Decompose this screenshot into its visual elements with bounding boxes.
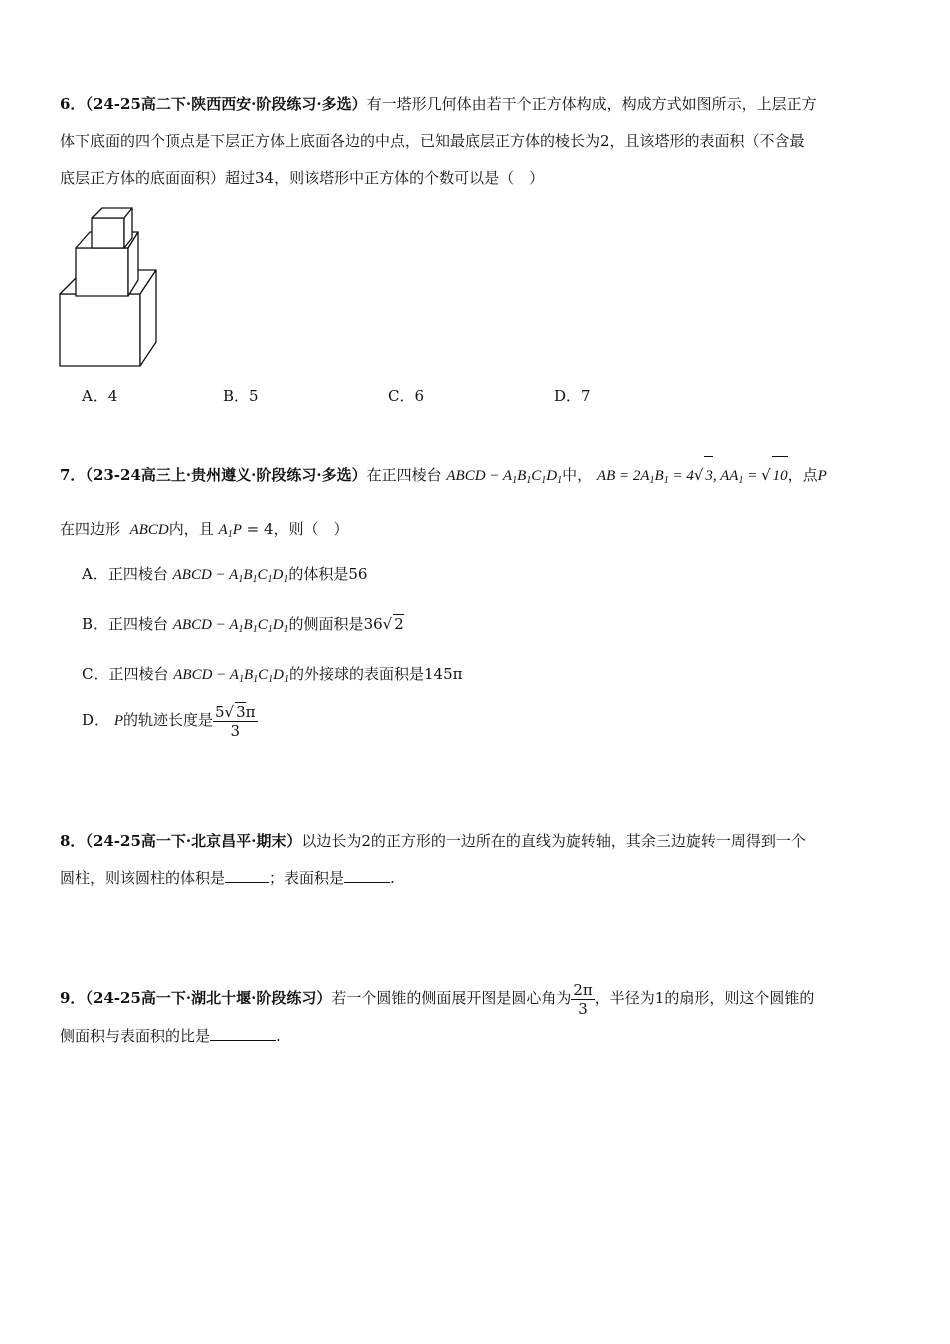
question-8-source: （24-25高一下·北京昌平·期末） [85,832,302,850]
q6-option-b: B．5 [223,387,259,405]
question-6 [60,86,892,197]
q9-text: ，半径为1的扇形，则这个圆锥的 [594,989,815,1007]
tower-figure [56,204,164,372]
q7-text: 中， [562,466,593,484]
q7-text: 在正四棱台 [366,466,442,484]
q7-option-a: A．正四棱台 ABCD − $A_1B_1C_1D_1$的体积是56 [82,565,368,585]
cube-middle-front [76,248,128,296]
question-8-line-2: 圆柱，则该圆柱的体积是 ；表面积是 . [60,869,395,887]
q6-option-c: C．6 [388,387,425,405]
question-7-source: （23-24高三上·贵州遵义·阶段练习·多选） [85,466,367,484]
question-8 [60,823,892,897]
question-9 [60,978,892,1055]
q8-text: 以边长为2的正方形的一边所在的直线为旋转轴，其余三边旋转一周得到一个 [301,832,806,850]
point-p: P [817,468,827,484]
cube-top-front [92,218,124,248]
q7-text: ，点 [787,466,818,484]
question-6-source: （24-25高二下·陕西西安·阶段练习·多选） [85,95,367,113]
q6-option-a: A．4 [82,387,118,405]
question-9-source: （24-25高一下·湖北十堰·阶段练习） [85,989,332,1007]
q7-option-d-fraction: $\frac{5√ 3\pi}{3}$ [215,703,256,740]
q6-option-d: D．7 [554,387,591,405]
question-6-text-1: 有一塔形几何体由若干个正方体构成，构成方式如图所示，上层正方 [366,95,817,113]
q7-option-c: C．正四棱台 ABCD − $A_1B_1C_1D_1$的外接球的表面积是145π [82,665,463,685]
question-6-line-3: 底层正方体的底面面积）超过34，则该塔形中正方体的个数可以是（ ） [60,169,545,187]
question-9-line-2: 侧面积与表面积的比是 . [60,1027,281,1045]
question-7-line-2: 在四边形 ABCD内，且 $A_1P = 4$，则（ ） [60,520,349,540]
question-7-line-1 [60,456,892,500]
q7-option-d: D． P的轨迹长度是 $\frac{5√ 3\pi}{3}$ [82,703,256,740]
question-8-number: 8． [60,832,86,850]
cube-bottom-front [60,294,140,366]
q9-angle-fraction: $\frac{2\pi}{3}$ [573,980,593,1018]
question-7 [60,456,892,554]
question-6-number: 6． [60,95,86,113]
q7-condition: AB = $2A_1B_1 = 4√$ 3, $AA_1$ = √ 10 [597,468,788,484]
q7-frustum-name: ABCD − $A_1B_1C_1D_1$ [446,468,563,486]
answer-blank-surface-area[interactable] [344,868,390,883]
q7-option-b: B．正四棱台 ABCD − $A_1B_1C_1D_1$的侧面积是36√ 2 [82,615,404,635]
q9-text: 若一个圆锥的侧面展开图是圆心角为 [331,989,572,1007]
question-6-line-2: 体下底面的四个顶点是下层正方体上底面各边的中点，已知最底层正方体的棱长为2，且该塔形的表面积（不含最 [60,132,805,150]
question-9-number: 9． [60,989,86,1007]
question-9-line-1 [60,978,892,1018]
answer-blank-ratio[interactable] [210,1026,276,1041]
question-6-line-1 [60,86,892,123]
question-7-number: 7． [60,466,86,484]
answer-blank-volume[interactable] [225,868,269,883]
question-8-line-1 [60,823,892,860]
